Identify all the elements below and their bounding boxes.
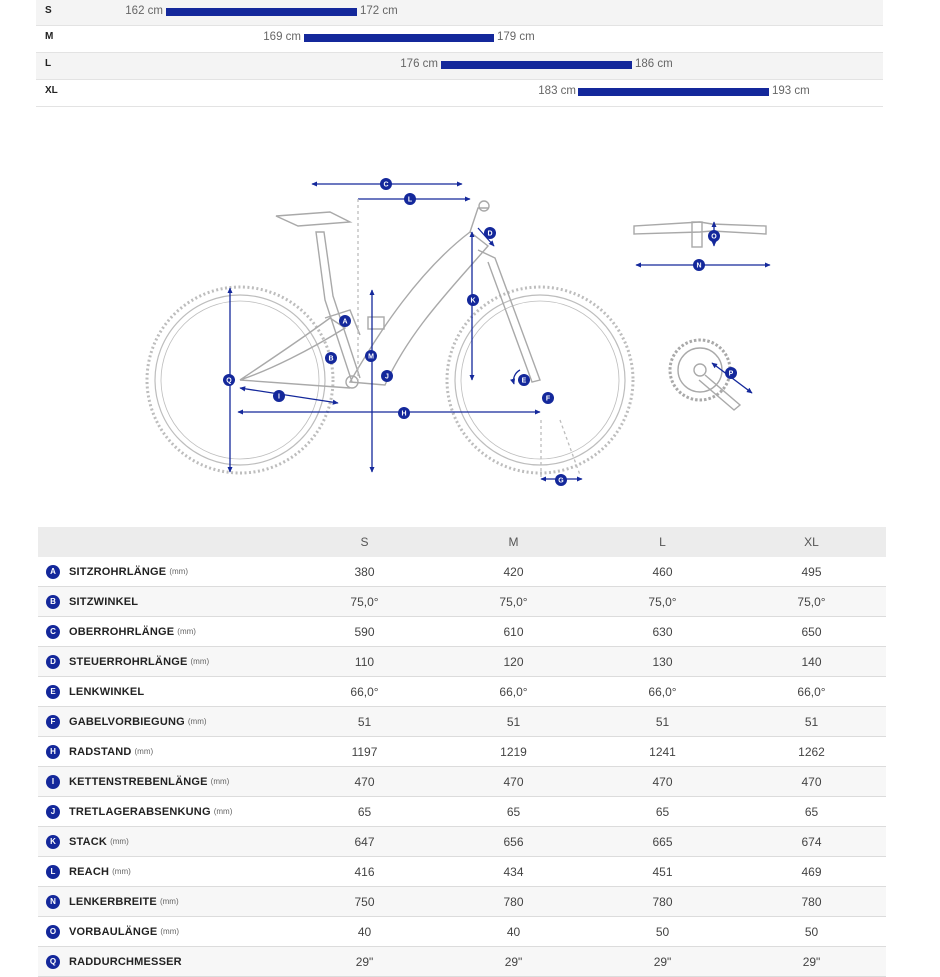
measure-label [38, 707, 290, 737]
measure-name: LENKWINKEL [69, 685, 145, 698]
value-cell: 469 [737, 857, 886, 887]
value-cell: 140 [737, 647, 886, 677]
marker-c [380, 178, 392, 190]
value-cell: 780 [439, 887, 588, 917]
value-cell: 75,0° [737, 587, 886, 617]
value-cell: 470 [290, 767, 439, 797]
measure-label [38, 557, 290, 587]
measure-letter-badge: H [46, 745, 60, 759]
value-cell: 674 [737, 827, 886, 857]
table-row [38, 887, 886, 917]
svg-text:Q: Q [226, 377, 232, 385]
value-cell: 1241 [588, 737, 737, 767]
value-cell: 120 [439, 647, 588, 677]
size-row-xl [36, 80, 883, 107]
value-cell: 416 [290, 857, 439, 887]
measure-name: LENKERBREITE [69, 895, 157, 908]
rider-height-size-chart [36, 0, 883, 107]
column-header [38, 527, 290, 557]
marker-g [555, 474, 567, 486]
value-cell: 470 [439, 767, 588, 797]
measure-name: RADDURCHMESSER [69, 955, 182, 968]
value-cell: 630 [588, 617, 737, 647]
svg-text:D: D [487, 230, 493, 238]
measure-name: RADSTAND [69, 745, 132, 758]
table-row [38, 617, 886, 647]
value-cell: 1197 [290, 737, 439, 767]
value-cell: 66,0° [737, 677, 886, 707]
value-cell: 65 [588, 797, 737, 827]
table-row [38, 767, 886, 797]
svg-text:N: N [696, 262, 702, 270]
value-cell: 1262 [737, 737, 886, 767]
value-cell: 656 [439, 827, 588, 857]
size-min-height: 169 cm [263, 31, 301, 43]
value-cell: 75,0° [439, 587, 588, 617]
measure-label [38, 737, 290, 767]
value-cell: 65 [290, 797, 439, 827]
geometry-table [38, 527, 886, 977]
measure-letter-badge: D [46, 655, 60, 669]
measure-unit: (mm) [177, 627, 196, 637]
table-row [38, 857, 886, 887]
measure-name: VORBAULÄNGE [69, 925, 158, 938]
marker-l [404, 193, 416, 205]
size-range-bar [441, 61, 632, 69]
measure-name: KETTENSTREBENLÄNGE [69, 775, 208, 788]
measure-label [38, 587, 290, 617]
measure-label [38, 647, 290, 677]
table-header-row [38, 527, 886, 557]
measure-name: SITZWINKEL [69, 595, 139, 608]
measure-name: GABELVORBIEGUNG [69, 715, 185, 728]
marker-o [708, 230, 720, 242]
value-cell: 470 [737, 767, 886, 797]
marker-j [381, 370, 393, 382]
measure-label [38, 767, 290, 797]
value-cell: 75,0° [290, 587, 439, 617]
size-max-height: 186 cm [635, 58, 673, 70]
value-cell: 460 [588, 557, 737, 587]
size-min-height: 162 cm [125, 5, 163, 17]
column-header-s: S [290, 527, 439, 557]
value-cell: 780 [737, 887, 886, 917]
column-header-m: M [439, 527, 588, 557]
size-label: S [45, 5, 52, 16]
measure-letter-badge: Q [46, 955, 60, 969]
svg-text:J: J [385, 373, 389, 381]
table-row [38, 647, 886, 677]
measure-name: REACH [69, 865, 110, 878]
svg-text:I: I [278, 393, 280, 401]
measure-unit: (mm) [210, 777, 230, 787]
table-row [38, 557, 886, 587]
marker-n [693, 259, 705, 271]
size-range-bar [578, 88, 769, 96]
measure-unit: (mm) [187, 717, 207, 727]
measure-unit: (mm) [112, 867, 131, 877]
measure-label [38, 917, 290, 947]
column-header-l: L [588, 527, 737, 557]
value-cell: 66,0° [439, 677, 588, 707]
size-label: L [45, 58, 52, 69]
value-cell: 451 [588, 857, 737, 887]
measure-label [38, 617, 290, 647]
value-cell: 650 [737, 617, 886, 647]
value-cell: 110 [290, 647, 439, 677]
measure-letter-badge: K [46, 835, 60, 849]
value-cell: 51 [290, 707, 439, 737]
value-cell: 1219 [439, 737, 588, 767]
svg-text:M: M [368, 353, 374, 361]
svg-text:A: A [342, 318, 348, 326]
svg-text:G: G [558, 477, 564, 485]
value-cell: 665 [588, 827, 737, 857]
measure-letter-badge: F [46, 715, 60, 729]
marker-a [339, 315, 351, 327]
svg-text:O: O [711, 233, 717, 241]
measure-name: TRETLAGERABSENKUNG [69, 805, 211, 818]
size-range-bar [166, 8, 357, 16]
table-row [38, 827, 886, 857]
value-cell: 50 [737, 917, 886, 947]
measure-label [38, 827, 290, 857]
value-cell: 780 [588, 887, 737, 917]
measure-label [38, 947, 290, 977]
measure-unit: (mm) [134, 747, 154, 757]
value-cell: 434 [439, 857, 588, 887]
size-max-height: 172 cm [360, 5, 398, 17]
marker-e [518, 374, 530, 386]
measure-label [38, 857, 290, 887]
measure-unit: (mm) [169, 567, 188, 577]
size-max-height: 179 cm [497, 31, 535, 43]
size-row-s [36, 0, 883, 26]
value-cell: 75,0° [588, 587, 737, 617]
size-range-bar [304, 34, 494, 42]
measure-unit: (mm) [110, 837, 129, 847]
marker-i [273, 390, 285, 402]
value-cell: 51 [439, 707, 588, 737]
measure-name: SITZROHRLÄNGE [69, 565, 167, 578]
value-cell: 40 [290, 917, 439, 947]
bike-geometry-diagram [0, 160, 940, 500]
measure-letter-badge: C [46, 625, 60, 639]
measure-letter-badge: E [46, 685, 60, 699]
table-row [38, 797, 886, 827]
measure-unit: (mm) [190, 657, 210, 667]
size-row-l [36, 53, 883, 80]
size-min-height: 176 cm [400, 58, 438, 70]
value-cell: 40 [439, 917, 588, 947]
value-cell: 750 [290, 887, 439, 917]
size-min-height: 183 cm [538, 85, 576, 97]
value-cell: 610 [439, 617, 588, 647]
table-row [38, 917, 886, 947]
value-cell: 66,0° [290, 677, 439, 707]
measure-letter-badge: B [46, 595, 60, 609]
measure-name: STACK [69, 835, 108, 848]
marker-m [365, 350, 377, 362]
value-cell: 65 [439, 797, 588, 827]
marker-p [725, 367, 737, 379]
measure-letter-badge: O [46, 925, 60, 939]
value-cell: 29" [439, 947, 588, 977]
measure-letter-badge: L [46, 865, 60, 879]
marker-f [542, 392, 554, 404]
measure-unit: (mm) [159, 897, 179, 907]
measure-name: OBERROHRLÄNGE [69, 625, 175, 638]
measure-name: STEUERROHRLÄNGE [69, 655, 188, 668]
value-cell: 647 [290, 827, 439, 857]
measure-label [38, 887, 290, 917]
table-row [38, 737, 886, 767]
size-row-m [36, 26, 883, 53]
value-cell: 130 [588, 647, 737, 677]
svg-text:L: L [407, 196, 413, 204]
table-row [38, 587, 886, 617]
measure-letter-badge: N [46, 895, 60, 909]
marker-h [398, 407, 410, 419]
value-cell: 29" [290, 947, 439, 977]
value-cell: 380 [290, 557, 439, 587]
marker-q [223, 374, 235, 386]
value-cell: 66,0° [588, 677, 737, 707]
table-row [38, 677, 886, 707]
measure-unit: (mm) [213, 807, 233, 817]
marker-k [467, 294, 479, 306]
measure-letter-badge: I [46, 775, 60, 789]
table-row [38, 707, 886, 737]
svg-text:C: C [383, 181, 389, 189]
value-cell: 51 [588, 707, 737, 737]
svg-text:P: P [728, 370, 734, 378]
value-cell: 29" [588, 947, 737, 977]
bike-frame [240, 201, 540, 388]
svg-text:F: F [545, 395, 551, 403]
svg-text:B: B [328, 355, 334, 363]
value-cell: 51 [737, 707, 886, 737]
value-cell: 495 [737, 557, 886, 587]
size-label: XL [45, 85, 58, 96]
value-cell: 420 [439, 557, 588, 587]
value-cell: 590 [290, 617, 439, 647]
value-cell: 29" [737, 947, 886, 977]
size-max-height: 193 cm [772, 85, 810, 97]
svg-text:H: H [401, 410, 407, 418]
column-header-xl: XL [737, 527, 886, 557]
marker-d [484, 227, 496, 239]
svg-text:K: K [470, 297, 476, 305]
size-label: M [45, 31, 54, 42]
svg-text:E: E [521, 377, 527, 385]
table-row [38, 947, 886, 977]
handlebar-view [634, 222, 766, 247]
measure-letter-badge: J [46, 805, 60, 819]
measure-unit: (mm) [160, 927, 180, 937]
value-cell: 470 [588, 767, 737, 797]
marker-b [325, 352, 337, 364]
measure-label [38, 797, 290, 827]
measure-letter-badge: A [46, 565, 60, 579]
measure-label [38, 677, 290, 707]
value-cell: 65 [737, 797, 886, 827]
value-cell: 50 [588, 917, 737, 947]
